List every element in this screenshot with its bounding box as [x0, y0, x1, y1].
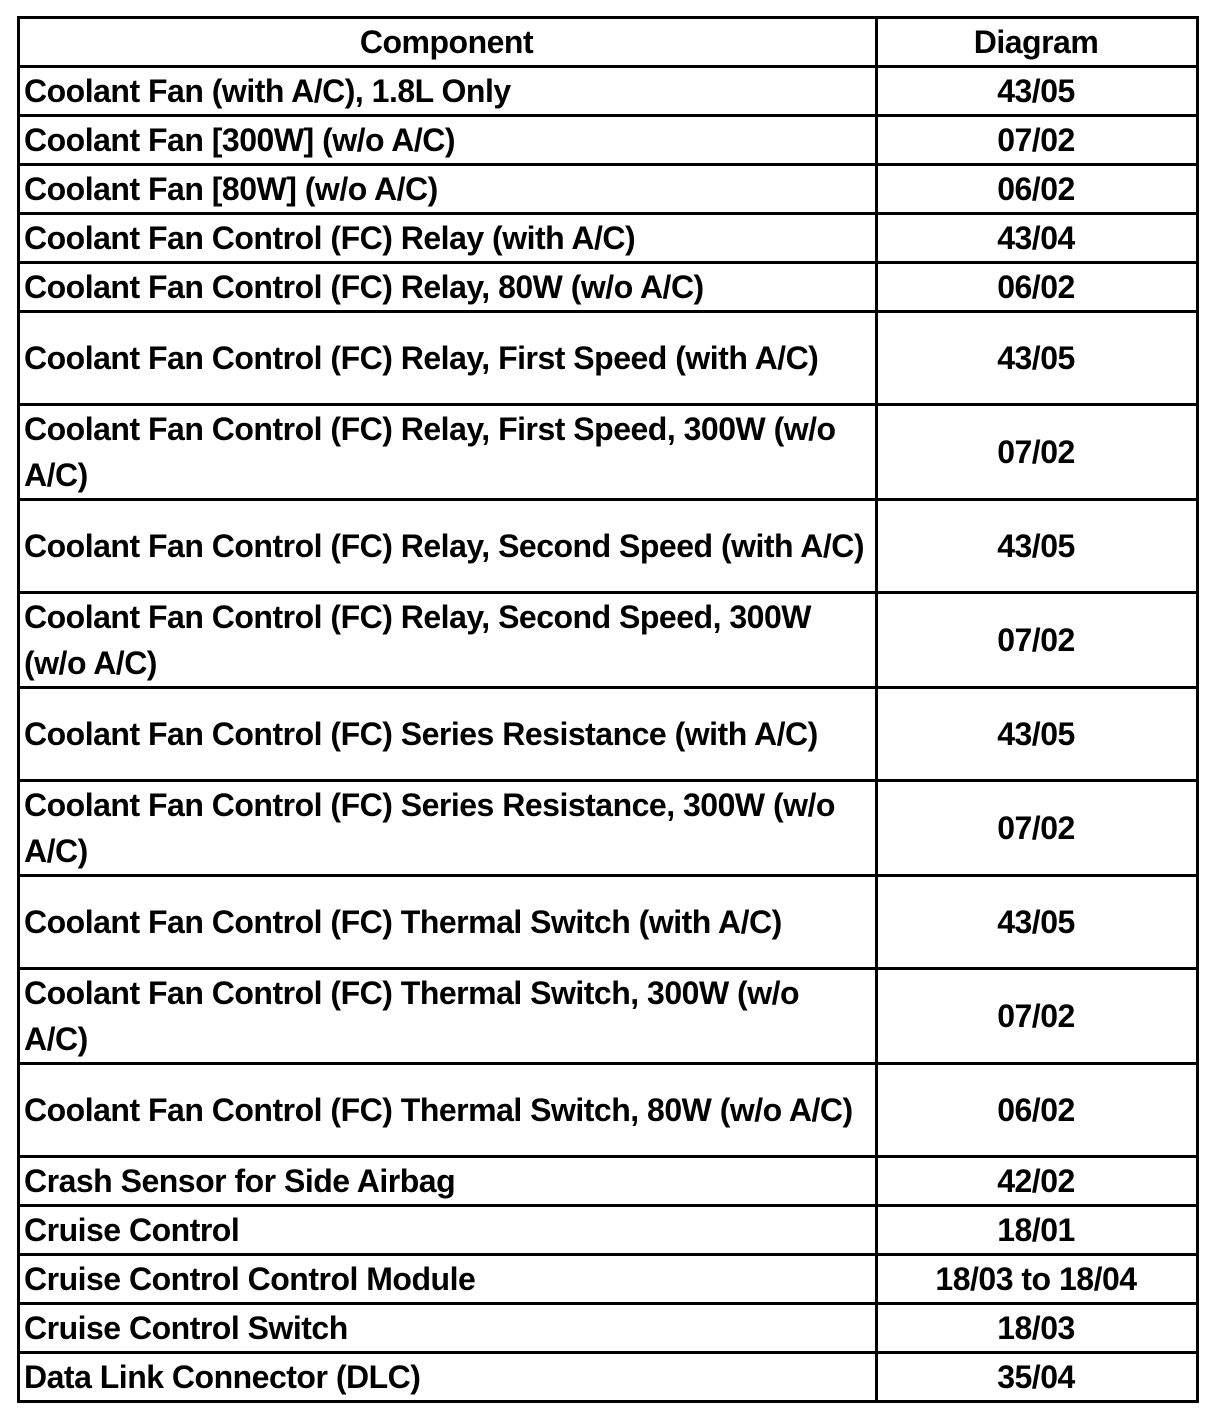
diagram-cell: 43/05	[877, 876, 1198, 969]
component-cell: Coolant Fan Control (FC) Relay (with A/C)	[19, 214, 877, 263]
diagram-cell: 07/02	[877, 593, 1198, 688]
component-cell: Coolant Fan Control (FC) Relay, Second Speed (with A/C)	[19, 500, 877, 593]
diagram-cell: 07/02	[877, 116, 1198, 165]
diagram-cell: 43/05	[877, 688, 1198, 781]
table-row	[19, 593, 1198, 688]
component-diagram-table	[17, 16, 1199, 1403]
table-row	[19, 67, 1198, 116]
table-row	[19, 263, 1198, 312]
diagram-cell: 18/03 to 18/04	[877, 1255, 1198, 1304]
component-cell: Data Link Connector (DLC)	[19, 1353, 877, 1402]
component-cell: Coolant Fan Control (FC) Relay, 80W (w/o A/C)	[19, 263, 877, 312]
diagram-cell: 43/05	[877, 67, 1198, 116]
table-row	[19, 1064, 1198, 1157]
table-row	[19, 781, 1198, 876]
table-row	[19, 405, 1198, 500]
component-cell: Crash Sensor for Side Airbag	[19, 1157, 877, 1206]
component-cell: Cruise Control	[19, 1206, 877, 1255]
component-cell: Coolant Fan Control (FC) Relay, Second Speed, 300W (w/o A/C)	[19, 593, 877, 688]
component-cell: Cruise Control Switch	[19, 1304, 877, 1353]
component-cell: Coolant Fan Control (FC) Series Resistance, 300W (w/o A/C)	[19, 781, 877, 876]
table-row	[19, 969, 1198, 1064]
diagram-cell: 07/02	[877, 969, 1198, 1064]
table-row	[19, 1157, 1198, 1206]
table-row	[19, 876, 1198, 969]
table-row	[19, 1206, 1198, 1255]
table-row	[19, 688, 1198, 781]
component-cell: Coolant Fan [300W] (w/o A/C)	[19, 116, 877, 165]
component-cell: Coolant Fan Control (FC) Thermal Switch (with A/C)	[19, 876, 877, 969]
table-row	[19, 214, 1198, 263]
header-row	[19, 18, 1198, 67]
table-row	[19, 500, 1198, 593]
diagram-cell: 43/04	[877, 214, 1198, 263]
component-cell: Coolant Fan Control (FC) Series Resistance (with A/C)	[19, 688, 877, 781]
table-row	[19, 1304, 1198, 1353]
component-cell: Coolant Fan Control (FC) Thermal Switch, 300W (w/o A/C)	[19, 969, 877, 1064]
diagram-cell: 06/02	[877, 165, 1198, 214]
table-row	[19, 116, 1198, 165]
header-diagram: Diagram	[877, 18, 1198, 67]
table-row	[19, 312, 1198, 405]
diagram-cell: 06/02	[877, 263, 1198, 312]
component-cell: Coolant Fan Control (FC) Thermal Switch, 80W (w/o A/C)	[19, 1064, 877, 1157]
component-cell: Coolant Fan Control (FC) Relay, First Speed (with A/C)	[19, 312, 877, 405]
header-component: Component	[19, 18, 877, 67]
diagram-cell: 06/02	[877, 1064, 1198, 1157]
table-row	[19, 1255, 1198, 1304]
diagram-cell: 18/01	[877, 1206, 1198, 1255]
table-row	[19, 1353, 1198, 1402]
component-cell: Coolant Fan (with A/C), 1.8L Only	[19, 67, 877, 116]
diagram-cell: 43/05	[877, 500, 1198, 593]
diagram-cell: 35/04	[877, 1353, 1198, 1402]
diagram-cell: 43/05	[877, 312, 1198, 405]
component-cell: Coolant Fan Control (FC) Relay, First Speed, 300W (w/o A/C)	[19, 405, 877, 500]
component-cell: Coolant Fan [80W] (w/o A/C)	[19, 165, 877, 214]
diagram-cell: 07/02	[877, 405, 1198, 500]
diagram-cell: 07/02	[877, 781, 1198, 876]
table-row	[19, 165, 1198, 214]
diagram-cell: 18/03	[877, 1304, 1198, 1353]
diagram-cell: 42/02	[877, 1157, 1198, 1206]
component-cell: Cruise Control Control Module	[19, 1255, 877, 1304]
